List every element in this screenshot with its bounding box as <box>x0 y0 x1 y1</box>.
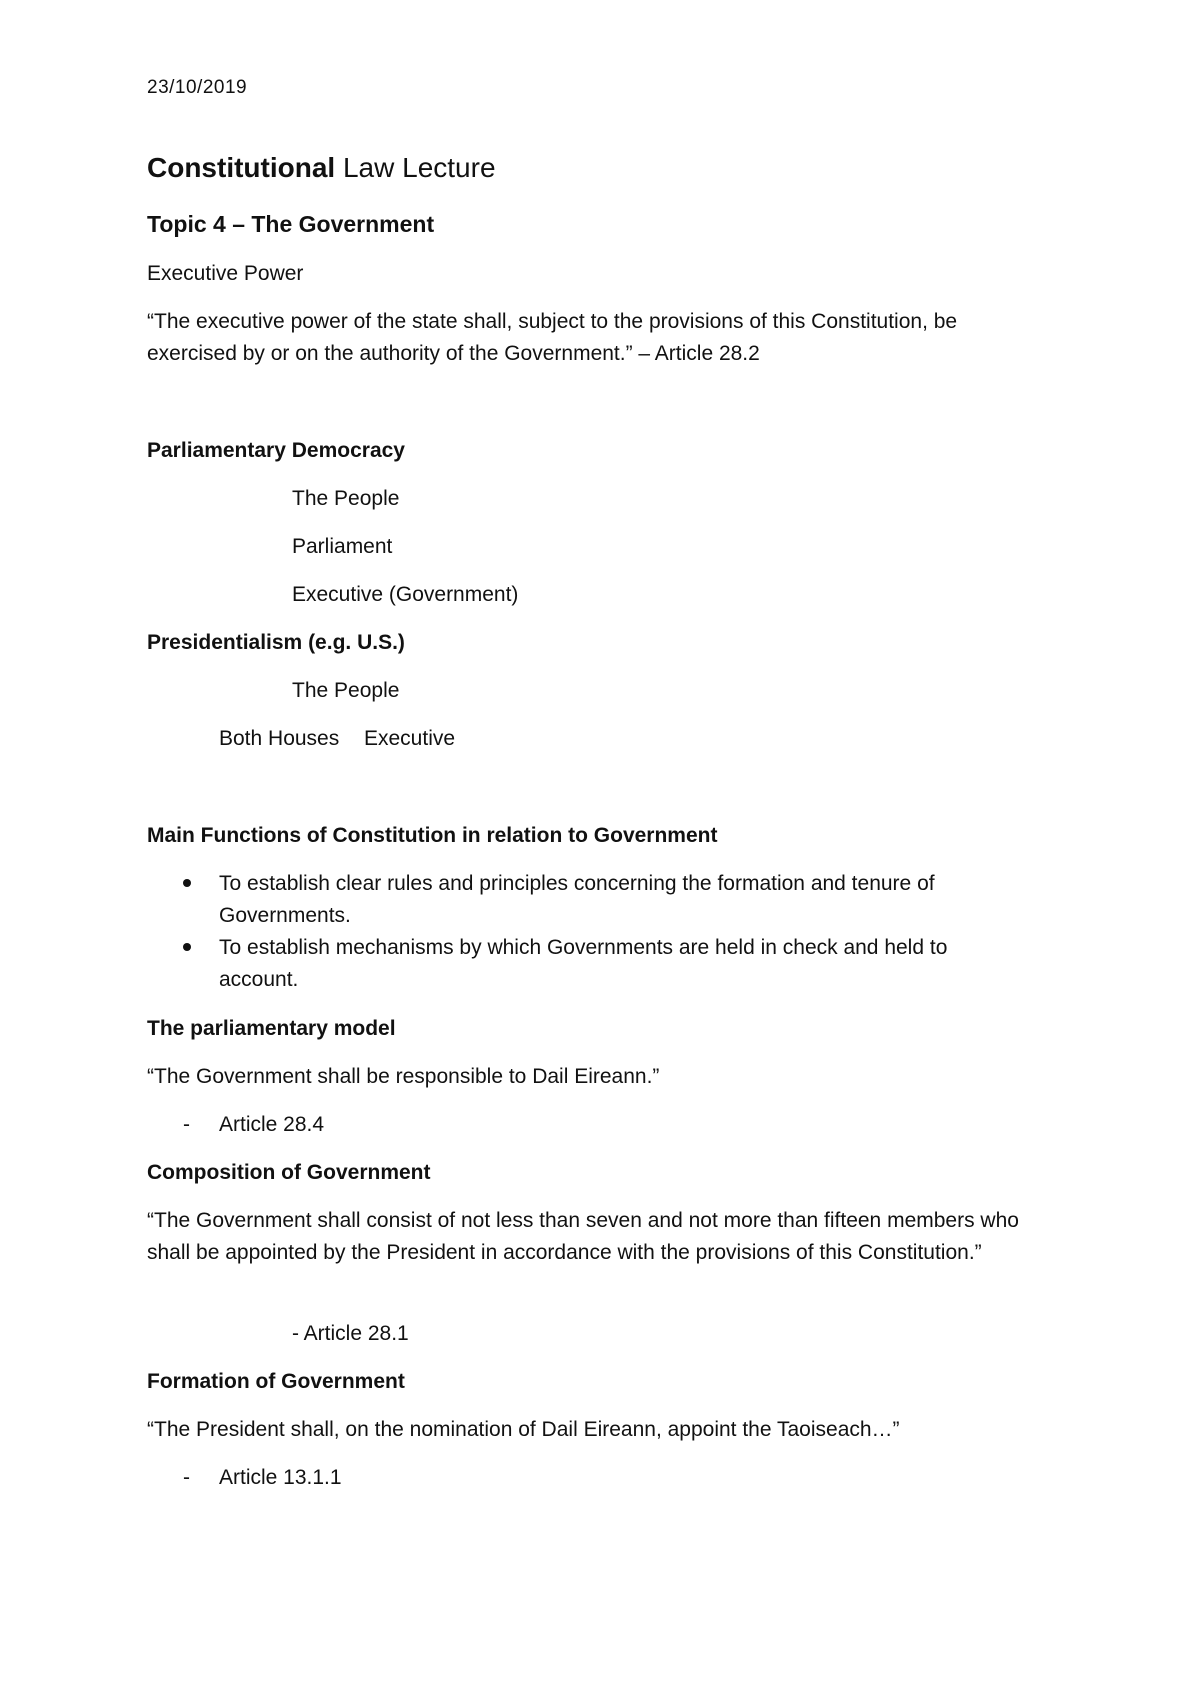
title-bold-part: Constitutional <box>147 152 336 183</box>
formation-quote: “The President shall, on the nomination of Dail Eireann, appoint the Taoiseach…” <box>147 1418 900 1441</box>
bullet-icon <box>183 879 191 887</box>
document-date: 23/10/2019 <box>147 77 248 98</box>
executive-power-heading: Executive Power <box>147 262 304 285</box>
executive-power-quote: “The executive power of the state shall, subject to the provisions of this Constitution, be exercised by or on the authority of the Government.” – Article 28.2 <box>147 310 958 365</box>
pd-item-the-people: The People <box>292 487 400 510</box>
parliamentary-model-source <box>183 1109 324 1141</box>
presidentialism-the-people: The People <box>292 679 400 702</box>
main-functions-list <box>147 868 1027 996</box>
main-functions-heading: Main Functions of Constitution in relation to Government <box>147 824 718 847</box>
dash-marker: - <box>183 1113 190 1136</box>
bullet-icon <box>183 943 191 951</box>
topic-heading: Topic 4 – The Government <box>147 211 435 237</box>
formation-source <box>183 1462 342 1494</box>
formation-article: Article 13.1.1 <box>219 1466 342 1489</box>
dash-marker: - <box>183 1466 190 1489</box>
document-title <box>147 148 496 188</box>
parliamentary-model-heading: The parliamentary model <box>147 1017 396 1040</box>
list-item <box>147 868 1027 932</box>
parliamentary-model-article: Article 28.4 <box>219 1113 325 1136</box>
composition-heading: Composition of Government <box>147 1161 431 1184</box>
title-rest-part: Law Lecture <box>335 152 496 183</box>
formation-heading: Formation of Government <box>147 1370 405 1393</box>
presidentialism-both-houses: Both Houses <box>219 727 340 750</box>
main-function-text-2: To establish mechanisms by which Governments are held in check and held to account. <box>219 936 948 991</box>
parliamentary-democracy-heading: Parliamentary Democracy <box>147 439 405 462</box>
composition-source: - Article 28.1 <box>292 1322 409 1345</box>
list-item <box>147 932 1027 996</box>
main-function-text-1: To establish clear rules and principles concerning the formation and tenure of Governments. <box>219 872 935 927</box>
pd-item-parliament: Parliament <box>292 535 393 558</box>
composition-quote: “The Government shall consist of not less than seven and not more than fifteen members who shall be appointed by the President in accordance with the provisions of this Constitution.” <box>147 1209 1019 1264</box>
presidentialism-executive: Executive <box>364 727 456 750</box>
presidentialism-heading: Presidentialism (e.g. U.S.) <box>147 631 405 654</box>
parliamentary-model-quote: “The Government shall be responsible to Dail Eireann.” <box>147 1065 660 1088</box>
pd-item-executive: Executive (Government) <box>292 583 519 606</box>
